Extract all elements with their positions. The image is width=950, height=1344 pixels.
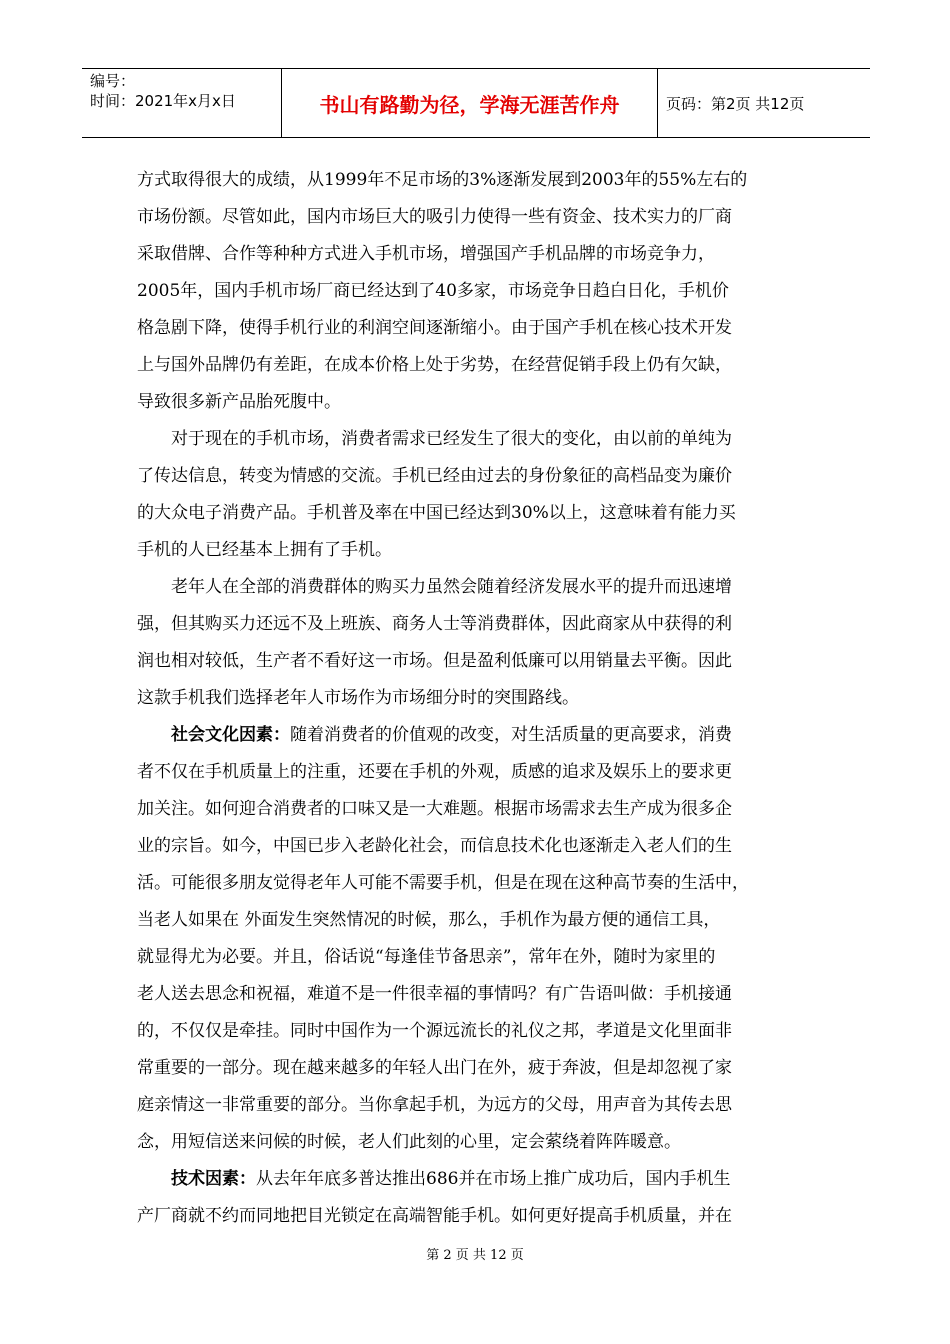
text-line: 导致很多新产品胎死腹中。 xyxy=(137,392,341,412)
document-number-label: 编号： xyxy=(90,72,136,90)
text-line: 庭亲情这一非常重要的部分。当你拿起手机，为远方的父母，用声音为其传去思 xyxy=(137,1095,732,1115)
text-line: 者不仅在手机质量上的注重，还要在手机的外观，质感的追求及娱乐上的要求更 xyxy=(137,762,732,782)
social-culture-paragraph-start xyxy=(137,717,813,754)
text-line: 老年人在全部的消费群体的购买力虽然会随着经济发展水平的提升而迅速增 xyxy=(137,577,732,597)
header-motto: 书山有路勤为径，学海无涯苦作舟 xyxy=(282,69,658,137)
document-date-label: 时间：2021年x月x日 xyxy=(90,92,236,110)
social-culture-heading: 社会文化因素： xyxy=(137,725,290,745)
text-line: 的，不仅仅是牵挂。同时中国作为一个源远流长的礼仪之邦，孝道是文化里面非 xyxy=(137,1021,732,1041)
text-line: 活。可能很多朋友觉得老年人可能不需要手机，但是在现在这种高节奏的生活中， xyxy=(137,873,749,893)
header-info-cell xyxy=(82,69,282,137)
text-line: 加关注。如何迎合消费者的口味又是一大难题。根据市场需求去生产成为很多企 xyxy=(137,799,732,819)
technology-paragraph-start xyxy=(137,1161,813,1198)
document-header xyxy=(82,68,870,138)
text-line: 老人送去思念和祝福，难道不是一件很幸福的事情吗？有广告语叫做：手机接通 xyxy=(137,984,732,1004)
text-line: 这款手机我们选择老年人市场作为市场细分时的突围路线。 xyxy=(137,688,579,708)
text-line: 就显得尤为必要。并且，俗话说“每逢佳节备思亲”，常年在外，随时为家里的 xyxy=(137,947,716,967)
text-line: 方式取得很大的成绩，从1999年不足市场的3%逐渐发展到2003年的55%左右的 xyxy=(137,170,748,190)
text-line: 产厂商就不约而同地把目光锁定在高端智能手机。如何更好提高手机质量，并在 xyxy=(137,1206,732,1226)
text-line: 上与国外品牌仍有差距，在成本价格上处于劣势，在经营促销手段上仍有欠缺， xyxy=(137,355,732,375)
text-line: 了传达信息，转变为情感的交流。手机已经由过去的身份象征的高档品变为廉价 xyxy=(137,466,732,486)
text-line: 常重要的一部分。现在越来越多的年轻人出门在外，疲于奔波，但是却忽视了家 xyxy=(137,1058,732,1078)
text-line: 润也相对较低，生产者不看好这一市场。但是盈利低廉可以用销量去平衡。因此 xyxy=(137,651,732,671)
text-line: 对于现在的手机市场，消费者需求已经发生了很大的变化，由以前的单纯为 xyxy=(137,429,732,449)
text-line: 手机的人已经基本上拥有了手机。 xyxy=(137,540,392,560)
page-footer: 第 2 页 共 12 页 xyxy=(426,1248,524,1263)
text-line: 念，用短信送来问候的时候，老人们此刻的心里，定会萦绕着阵阵暖意。 xyxy=(137,1132,681,1152)
technology-heading: 技术因素： xyxy=(137,1169,256,1189)
text-line: 采取借牌、合作等种种方式进入手机市场，增强国产手机品牌的市场竞争力， xyxy=(137,244,715,264)
social-culture-text: 随着消费者的价值观的改变，对生活质量的更高要求，消费 xyxy=(290,725,732,745)
text-line: 市场份额。尽管如此，国内市场巨大的吸引力使得一些有资金、技术实力的厂商 xyxy=(137,207,732,227)
header-page-number: 页码：第2页 共12页 xyxy=(666,94,805,113)
text-line: 强，但其购买力还远不及上班族、商务人士等消费群体，因此商家从中获得的利 xyxy=(137,614,732,634)
document-body xyxy=(137,162,813,1235)
text-line: 业的宗旨。如今，中国已步入老龄化社会，而信息技术化也逐渐走入老人们的生 xyxy=(137,836,732,856)
text-line: 格急剧下降，使得手机行业的利润空间逐渐缩小。由于国产手机在核心技术开发 xyxy=(137,318,732,338)
text-line: 的大众电子消费产品。手机普及率在中国已经达到30%以上，这意味着有能力买 xyxy=(137,503,736,523)
text-line: 2005年，国内手机市场厂商已经达到了40多家，市场竞争日趋白日化，手机价 xyxy=(137,281,729,301)
text-line: 当老人如果在 外面发生突然情况的时候，那么，手机作为最方便的通信工具， xyxy=(137,910,721,930)
technology-text: 从去年年底多普达推出686并在市场上推广成功后，国内手机生 xyxy=(256,1169,731,1189)
